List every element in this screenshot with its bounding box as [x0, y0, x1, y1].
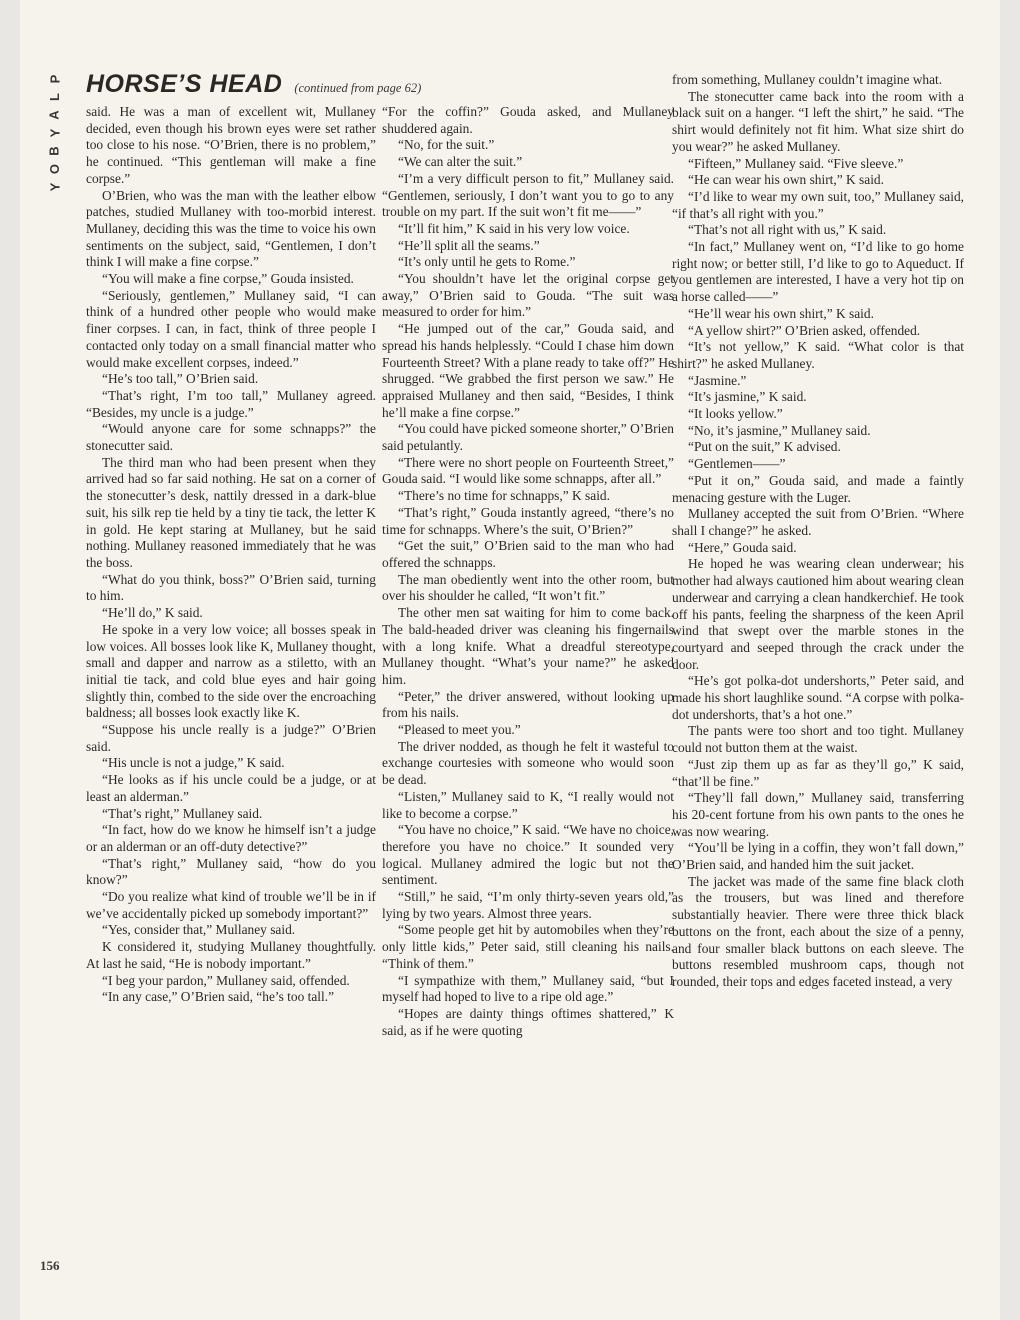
paragraph: “Put on the suit,” K advised.	[688, 439, 841, 455]
paragraph: said. He was a man of excellent wit, Mullaney decided, even though his brown eyes were set rather too close to his nose. “O’Brien, there is no problem,” he continued. “This gentleman will make a fine corpse.”	[86, 104, 376, 186]
paragraph: “Still,” he said, “I’m only thirty-seven years old,” lying by two years. Almost three years.	[382, 889, 674, 921]
paragraph: “I sympathize with them,” Mullaney said, “but I myself had hoped to live to a ripe old age.”	[382, 972, 674, 1005]
side-letter: O	[47, 163, 62, 175]
paragraph: The man obediently went into the other room, but over his shoulder he called, “It won’t fit.”	[382, 571, 674, 604]
text-column-2	[382, 104, 674, 1039]
paragraph: “Fifteen,” Mullaney said. “Five sleeve.”	[688, 155, 904, 171]
paragraph: “A yellow shirt?” O’Brien asked, offended.	[688, 322, 921, 338]
paragraph: “He’ll split all the seams.”	[398, 237, 540, 253]
paragraph: “Get the suit,” O’Brien said to the man who had offered the schnapps.	[382, 538, 674, 570]
paragraph: Mullaney accepted the suit from O’Brien. “Where shall I change?” he asked.	[672, 506, 964, 538]
paragraph: “It’s only until he gets to Rome.”	[398, 254, 576, 270]
paragraph: “No, for the suit.”	[398, 137, 495, 153]
paragraph: “Gentlemen——”	[688, 456, 786, 472]
paragraph: “You shouldn’t have let the original corpse get away,” O’Brien said to Gouda. “The suit was measured to order for him.”	[382, 271, 674, 320]
paragraph: “I’d like to wear my own suit, too,” Mullaney said, “if that’s all right with you.”	[672, 188, 964, 221]
paragraph: “Seriously, gentlemen,” Mullaney said, “I can think of a hundred other people who would make finer corpses. I can, in fact, think of three people I contacted only today on a small financial matter who would make excellent corpses, indeed.”	[86, 287, 376, 370]
article-title: HORSE’S HEAD	[86, 70, 283, 98]
paragraph: “I beg your pardon,” Mullaney said, offended.	[102, 972, 350, 988]
paragraph: O’Brien, who was the man with the leather elbow patches, studied Mullaney with too-morbid interest. Mullaney, deciding this was the time to voice his own sentiments on the subject, said, “Gentlemen, I don’t think I will make a fine corpse.”	[86, 187, 376, 270]
paragraph: “Hopes are dainty things oftimes shattered,” K said, as if he were quoting	[382, 1005, 674, 1038]
paragraph: “You have no choice,” K said. “We have no choice, therefore you have no choice.” It sounded very logical. Mullaney admired the logic but not the sentiment.	[382, 822, 674, 888]
paragraph: The driver nodded, as though he felt it wasteful to exchange courtesies with someone who would soon be dead.	[382, 738, 674, 788]
paragraph: “It’s jasmine,” K said.	[688, 389, 807, 405]
paragraph: “That’s right, I’m too tall,” Mullaney agreed. “Besides, my uncle is a judge.”	[86, 387, 376, 420]
paragraph: The third man who had been present when they arrived had so far said nothing. He sat on a corner of the stonecutter’s desk, nattily dressed in a dark-blue suit, his silk rep tie held by a tiny tie tack, the letter K in gold. He kept staring at Mullaney, but he said nothing. Mullaney reasoned immediately that he was the boss.	[86, 454, 376, 570]
paragraph: “Listen,” Mullaney said to K, “I really would not like to become a corpse.”	[382, 788, 674, 821]
paragraph: “That’s not all right with us,” K said.	[688, 222, 887, 238]
paragraph: “His uncle is not a judge,” K said.	[102, 755, 285, 771]
paragraph: “Put it on,” Gouda said, and made a faintly menacing gesture with the Luger.	[672, 472, 964, 505]
side-letter: P	[46, 74, 62, 84]
paragraph: He hoped he was wearing clean underwear; his mother had always cautioned him about wearing clean underwear and carrying a clean handkerchief. He took off his pants, feeling the sharpness of the keen April wind that swept over the marble stones in the courtyard and seeped through the crack under the door.	[672, 556, 964, 672]
text-column-3	[672, 72, 964, 991]
magazine-page	[20, 0, 1000, 1320]
paragraph: “In fact, how do we know he himself isn’t a judge or an alderman or an off-duty detective?”	[86, 822, 376, 854]
paragraph: “We can alter the suit.”	[398, 154, 523, 170]
paragraph: “In any case,” O’Brien said, “he’s too tall.”	[102, 989, 335, 1005]
page-number: 156	[40, 1258, 60, 1273]
side-letter: L	[46, 93, 62, 101]
magazine-name-vertical	[40, 70, 70, 196]
paragraph: “He’ll wear his own shirt,” K said.	[688, 305, 874, 321]
side-letter: Y	[46, 182, 62, 192]
side-letter: A	[46, 110, 62, 120]
article-header	[86, 70, 666, 99]
side-letter: B	[46, 146, 62, 156]
paragraph: “Pleased to meet you.”	[398, 722, 521, 738]
paragraph: “Jasmine.”	[688, 372, 747, 388]
paragraph: “He jumped out of the car,” Gouda said, and spread his hands helplessly. “Could I chase him down Fourteenth Street? With a plane ready to take off?” He shrugged. “We grabbed the first person we saw.” He appraised Mullaney and then said, “Besides, I think he’ll make a fine corpse.”	[382, 321, 674, 420]
paragraph: K considered it, studying Mullaney thoughtfully. At last he said, “He is nobody important.”	[86, 939, 376, 971]
paragraph: “Here,” Gouda said.	[688, 539, 797, 555]
paragraph: “There were no short people on Fourteenth Street,” Gouda said. “I would like some schnapps, after all.”	[382, 454, 674, 487]
paragraph: “It looks yellow.”	[688, 406, 783, 422]
paragraph: from something, Mullaney couldn’t imagine what.	[672, 72, 943, 87]
paragraph: “Some people get hit by automobiles when they’re only little kids,” Peter said, still cleaning his nails. “Think of them.”	[382, 922, 674, 971]
text-column-1	[86, 104, 376, 1006]
paragraph: “That’s right,” Mullaney said, “how do you know?”	[86, 855, 376, 888]
paragraph: “That’s right,” Mullaney said.	[102, 805, 263, 821]
paragraph: “He’s got polka-dot undershorts,” Peter said, and made his short laughlike sound. “A corpse with polka-dot undershorts, that’s a hot one.”	[672, 673, 964, 722]
paragraph: He spoke in a very low voice; all bosses speak in low voices. All bosses look like K, Mullaney thought, small and dapper and narrow as a stiletto, with an initial tie tack, and cold blue eyes and hair going slightly thin, combed to the side over the encroaching baldness; all bosses look exactly like K.	[86, 621, 376, 721]
paragraph: “No, it’s jasmine,” Mullaney said.	[688, 422, 871, 438]
paragraph: “I’m a very difficult person to fit,” Mullaney said. “Gentlemen, seriously, I don’t want you to go to any trouble on my part. If the suit won’t fit me——”	[382, 170, 674, 220]
paragraph: “You will make a fine corpse,” Gouda insisted.	[102, 271, 354, 287]
paragraph: The jacket was made of the same fine black cloth as the trousers, but was lined and therefore substantially heavier. There were three thick black buttons on the front, each about the size of a penny, and four smaller black buttons on each sleeve. The buttons resembled mushroom caps, though not rounded, their tops and edges faceted instead, a very	[672, 873, 964, 989]
paragraph: “Yes, consider that,” Mullaney said.	[102, 922, 296, 938]
paragraph: “He’ll do,” K said.	[102, 605, 203, 621]
paragraph: “He’s too tall,” O’Brien said.	[102, 371, 259, 387]
paragraph: “They’ll fall down,” Mullaney said, transferring his 20-cent fortune from his own pants to the ones he was now wearing.	[672, 790, 964, 839]
paragraph: “Just zip them up as far as they’ll go,” K said, “that’ll be fine.”	[672, 756, 964, 789]
paragraph: “He looks as if his uncle could be a judge, or at least an alderman.”	[86, 772, 376, 804]
paragraph: “Do you realize what kind of trouble we’ll be in if we’ve accidentally picked up somebody important?”	[86, 889, 376, 921]
paragraph: “It’ll fit him,” K said in his very low voice.	[398, 220, 630, 236]
paragraph: “He can wear his own shirt,” K said.	[688, 172, 884, 188]
paragraph: “You’ll be lying in a coffin, they won’t fall down,” O’Brien said, and handed him the suit jacket.	[672, 840, 964, 873]
paragraph: The stonecutter came back into the room with a black suit on a hanger. “I left the shirt,” he said. “The shirt would definitely not fit him. What size shirt do you wear?” he asked Mullaney.	[672, 88, 964, 154]
paragraph: “That’s right,” Gouda instantly agreed, “there’s no time for schnapps. Where’s the suit, O’Brien?”	[382, 504, 674, 537]
paragraph: “What do you think, boss?” O’Brien said, turning to him.	[86, 571, 376, 604]
paragraph: The pants were too short and too tight. Mullaney could not button them at the waist.	[672, 723, 964, 756]
paragraph: “Peter,” the driver answered, without looking up from his nails.	[382, 688, 674, 721]
paragraph: “In fact,” Mullaney went on, “I’d like to go home right now; or better still, I’d like to go to Aqueduct. If you gentlemen are interested, I have a very hot tip on a horse called——”	[672, 239, 964, 305]
paragraph: “It’s not yellow,” K said. “What color is that shirt?” he asked Mullaney.	[672, 339, 964, 371]
paragraph: “Would anyone care for some schnapps?” the stonecutter said.	[86, 421, 376, 454]
side-letter: Y	[46, 128, 62, 138]
paragraph: “Suppose his uncle really is a judge?” O’Brien said.	[86, 722, 376, 754]
paragraph: The other men sat waiting for him to come back. The bald-headed driver was cleaning his fingernails with a long knife. What a dreadful stereotype, Mullaney thought. “What’s your name?” he asked him.	[382, 605, 674, 687]
paragraph: “You could have picked someone shorter,” O’Brien said petulantly.	[382, 421, 674, 454]
continued-note: (continued from page 62)	[294, 81, 422, 95]
paragraph: “For the coffin?” Gouda asked, and Mullaney shuddered again.	[382, 104, 674, 136]
paragraph: “There’s no time for schnapps,” K said.	[398, 488, 610, 504]
